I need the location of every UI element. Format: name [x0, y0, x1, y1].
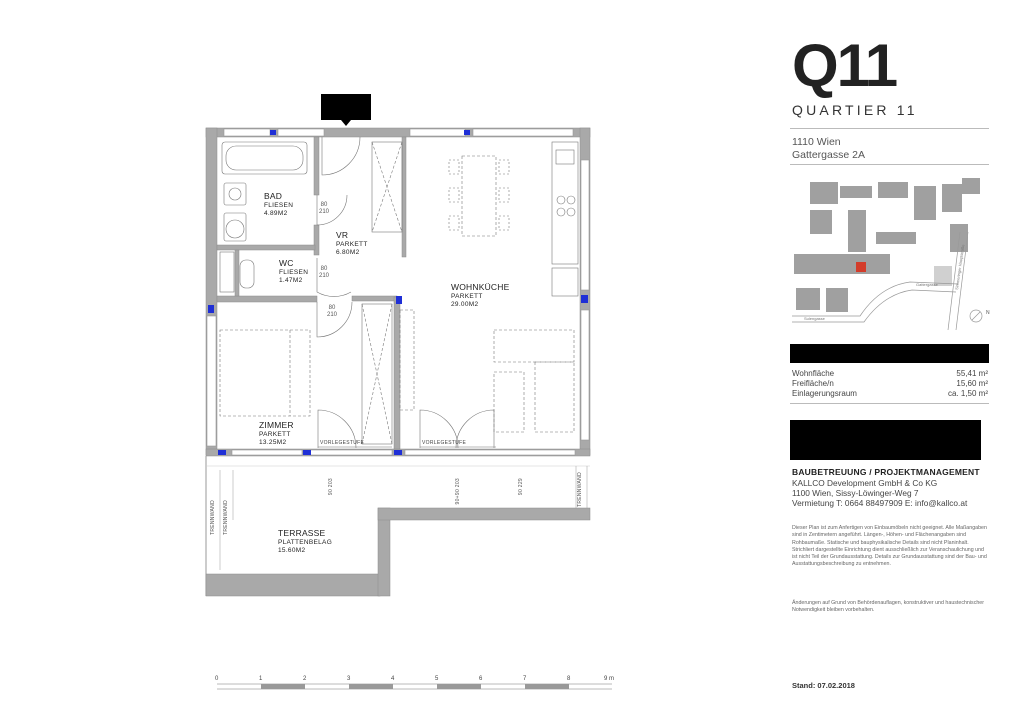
company-contact: Vermietung T: 0664 88497909 E: info@kallco.at: [792, 498, 968, 508]
scale-tick: 1: [259, 676, 263, 682]
room-label-wohnkueche: WOHNKÜCHE PARKETT 29.00M2: [451, 282, 510, 308]
scale-tick: 8: [567, 676, 571, 682]
scale-tick: 9 m: [604, 676, 615, 682]
scale-tick: 7: [523, 676, 527, 682]
scale-tick: 4: [391, 676, 395, 682]
scale-bar: [217, 684, 612, 689]
area-row-wohnflaeche: Wohnfläche 55,41 m²: [792, 369, 988, 378]
address-street: Gattergasse 2A: [792, 149, 865, 161]
map-street-gattergasse: Gattergasse: [916, 282, 938, 287]
entrance-block: [321, 94, 371, 120]
terrace: [206, 456, 590, 596]
room-label-vr: VR PARKETT 6.80M2: [336, 230, 368, 256]
map-street-simmeringer: Simmeringer Hauptstraße: [954, 244, 966, 291]
walls: [206, 128, 590, 456]
disclaimer-changes: Änderungen auf Grund von Behördenauflagen, konstruktiver und haustechnischer Notwendigkeit bleiben vorbehalten.: [792, 600, 984, 614]
redacted-bar-company: [790, 420, 981, 460]
map-north: N: [986, 310, 990, 316]
company-name: KALLCO Development GmbH & Co KG: [792, 478, 938, 488]
room-label-terrasse: TERRASSE PLATTENBELAG 15.60M2: [278, 528, 333, 554]
trennwand-label-1: TRENNWAND: [210, 500, 216, 536]
scale-tick: 2: [303, 676, 307, 682]
door-dim-wc: 80 210: [319, 266, 330, 279]
company-heading: BAUBETREUUNG / PROJEKTMANAGEMENT: [792, 467, 980, 477]
room-label-bad: BAD FLIESEN 4.89M2: [264, 191, 294, 217]
project-subtitle: QUARTIER 11: [792, 102, 918, 118]
trennwand-label-3: TRENNWAND: [577, 472, 583, 508]
trennwand-label-2: TRENNWAND: [223, 500, 229, 536]
redacted-bar-top: [790, 344, 989, 363]
scale-tick: 3: [347, 676, 351, 682]
door-dim-terrace2: 90+90 203: [455, 478, 461, 505]
door-dim-bad: 80 210: [319, 202, 330, 215]
plan-date: Stand: 07.02.2018: [792, 681, 855, 690]
door-dim-terrace1: 90 203: [328, 478, 334, 496]
scale-tick: 6: [479, 676, 483, 682]
room-label-wc: WC FLIESEN 1.47M2: [279, 258, 309, 284]
map-street-sulengasse: Sulengasse: [804, 316, 825, 321]
area-row-freiflaeche: Freifläche/n 15,60 m²: [792, 379, 988, 388]
disclaimer-text: Dieser Plan ist zum Anfertigen von Einbaumöbeln nicht geeignet. Alle Maßangaben sind in Zentimetern angeführt. Längen-, Höhen- und Flächenangaben sind Rohbaumaße. Statische und bauphysikalische Details sind nicht Planinhalt. Strichliert dargestellte Einrichtung dient ausschließlich zur Veranschaulichung und ist nicht Teil der Grundausstattung. Details zur Grundausstattung sind der Bau- und Ausstattungsbeschreibung zu entnehmen.: [792, 525, 987, 568]
site-marker: [856, 262, 866, 272]
vorlegestufe-label-1: VORLEGESTUFE: [320, 440, 365, 446]
vorlegestufe-label-2: VORLEGESTUFE: [422, 440, 467, 446]
company-address: 1100 Wien, Sissy-Löwinger-Weg 7: [792, 488, 919, 498]
door-dim-terrace3: 90 229: [518, 478, 524, 496]
project-logo: Q11: [792, 32, 897, 99]
door-dim-zimmer: 80 210: [327, 305, 338, 318]
scale-tick: 0: [215, 676, 219, 682]
area-row-einlagerungsraum: Einlagerungsraum ca. 1,50 m²: [792, 389, 988, 398]
address-city: 1110 Wien: [792, 136, 841, 148]
site-map: [790, 170, 990, 332]
room-label-zimmer: ZIMMER PARKETT 13.25M2: [259, 420, 294, 446]
scale-tick: 5: [435, 676, 439, 682]
